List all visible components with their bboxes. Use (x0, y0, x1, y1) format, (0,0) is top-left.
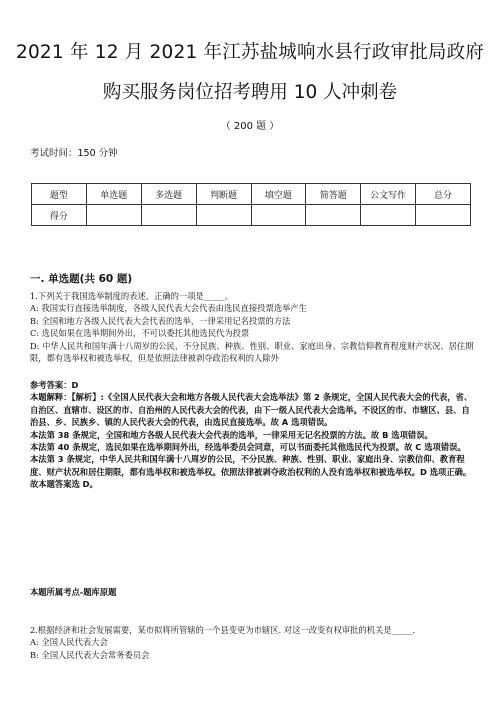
knowledge-point: 本题所属考点-题库原题 (30, 587, 117, 597)
header-cell: 单选题 (86, 184, 141, 205)
score-table (31, 183, 471, 226)
score-cell (416, 205, 471, 226)
score-cell (196, 205, 251, 226)
explanation-paragraph: 本题解释：【解析】:《全国人民代表大会和地方各级人民代表大会选举法》第 2 条规定，全国人民代表大会的代表，省、自治区、直辖市、设区的市、自治州的人民代表大会的代表，由下一级人民代表大会选举。不设区的市、市辖区、县、自治县、乡、民族乡、镇的人民代表大会的代表，由选民直接选举。故 A 选项错误。 (30, 392, 473, 428)
score-cell (361, 205, 416, 226)
option-a: A: 全国人民代表大会 (30, 637, 108, 648)
explanation-paragraph: 本法第 3 条规定，中华人民共和国年满十八周岁的公民，不分民族、种族、性别、职业、家庭出身、宗教信仰、教育程度、财产状况和居住期限，都有选举权和被选举权。依照法律被剥夺政治权利的人没有选举权和被选举权。D 选项正确。故本题答案选 D。 (30, 454, 472, 490)
score-row-label: 得分 (32, 205, 87, 226)
option-a: A: 我国实行直接选举制度，各级人民代表大会代表由选民直接投票选举产生 (30, 303, 307, 314)
header-cell: 简答题 (306, 184, 361, 205)
score-cell (306, 205, 361, 226)
option-b: B: 全国和地方各级人民代表大会代表的选举，一律采用记名投票的方法 (30, 315, 291, 326)
explanation-paragraph: 本法第 38 条规定，全国和地方各级人民代表大会代表的选举，一律采用无记名投票的方法。故 B 选项错误。 (30, 429, 433, 440)
exam-title-line1: 2021 年 12 月 2021 年江苏盐城响水县行政审批局政府 (15, 42, 484, 63)
section-title: 一. 单选题(共 60 题) (30, 273, 133, 285)
question-stem: 2.根据经济和社会发展需要，某市拟将所管辖的一个县变更为市辖区. 对这一改变有权审批的机关是_____. (30, 625, 416, 635)
header-cell: 题型 (32, 184, 87, 205)
header-cell: 总分 (416, 184, 471, 205)
question-count: （ 200 题 ） (220, 121, 280, 132)
question-1 (30, 290, 475, 364)
score-cell (86, 205, 141, 226)
option-c: C: 选民如果在选举期间外出，不可以委托其他选民代为投票 (30, 328, 250, 339)
score-table-score-row (32, 205, 471, 226)
option-b: B: 全国人民代表大会常务委员会 (30, 649, 150, 660)
question-2 (30, 624, 475, 661)
option-d: D: 中华人民共和国年满十八周岁的公民，不分民族、种族、性别、职业、家庭出身、宗教信仰教育程度财产状况、居住期限，都有选举权和被选举权，但是依照法律被剥夺政治权利的人除外 (30, 340, 474, 364)
header-cell: 公文写作 (361, 184, 416, 205)
reference-answer: 参考答案：D (30, 380, 79, 390)
score-table-header-row (32, 184, 471, 205)
exam-time: 考试时间：150 分钟 (30, 148, 118, 159)
score-cell (251, 205, 306, 226)
header-cell: 多选题 (141, 184, 196, 205)
score-cell (141, 205, 196, 226)
answer-block (30, 379, 475, 491)
exam-title-line2: 购买服务岗位招考聘用 10 人冲刺卷 (102, 82, 398, 103)
explanation-paragraph: 本法第 40 条规定，选民如果在选举期间外出，经选举委员会同意，可以书面委托其他选民代为投票。故 C 选项错误。 (30, 442, 466, 453)
question-stem: 1.下列关于我国选举制度的表述，正确的一项是_____。 (30, 291, 233, 301)
header-cell: 判断题 (196, 184, 251, 205)
header-cell: 填空题 (251, 184, 306, 205)
